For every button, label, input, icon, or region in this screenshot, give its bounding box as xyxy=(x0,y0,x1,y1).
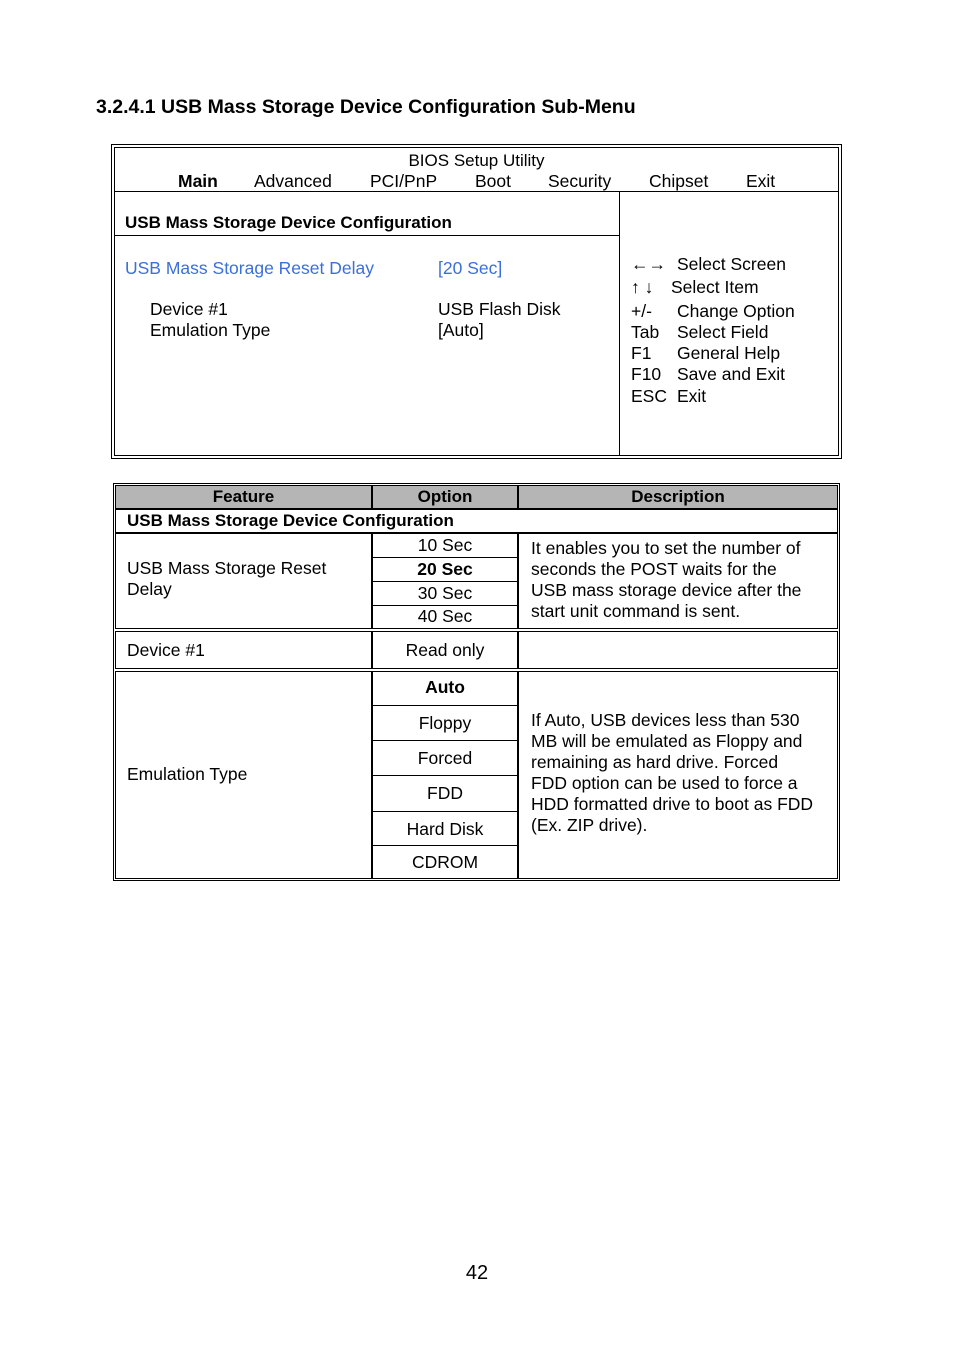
help-key: +/- xyxy=(631,301,652,321)
table-row-reset-delay-description xyxy=(518,533,838,629)
option-divider xyxy=(373,581,517,582)
device-label: Device #1 xyxy=(150,299,228,319)
bios-screen-inner xyxy=(114,147,839,456)
help-text: Select Field xyxy=(677,322,769,342)
option-40-sec: 40 Sec xyxy=(417,606,473,626)
menu-advanced[interactable]: Advanced xyxy=(254,171,332,191)
help-select-screen xyxy=(631,254,786,275)
option-divider xyxy=(373,811,517,812)
reset-delay-value[interactable]: [20 Sec] xyxy=(438,258,503,278)
feature-table xyxy=(113,483,840,881)
menu-pcipnp[interactable]: PCI/PnP xyxy=(370,171,438,191)
help-key: F10 xyxy=(631,364,662,384)
description-reset-delay: It enables you to set the number of seconds the POST waits for the USB mass storage device after the start unit command is sent. xyxy=(531,538,802,621)
option-forced: Forced xyxy=(417,748,473,768)
arrow-left-right-icon: ←→ xyxy=(631,254,666,274)
help-general-help xyxy=(631,343,780,364)
feature-emulation-type: Emulation Type xyxy=(127,764,248,784)
help-text: General Help xyxy=(677,343,781,363)
help-save-exit xyxy=(631,364,785,385)
emulation-value[interactable]: [Auto] xyxy=(438,320,484,340)
section-heading: 3.2.4.1 USB Mass Storage Device Configuration Sub-Menu xyxy=(96,96,636,118)
option-30-sec: 30 Sec xyxy=(417,583,473,603)
help-select-item xyxy=(631,277,759,298)
help-text: Save and Exit xyxy=(677,364,785,384)
menu-security[interactable]: Security xyxy=(548,171,612,191)
option-divider xyxy=(373,705,517,706)
help-select-field xyxy=(631,322,768,343)
table-row-emulation-description xyxy=(518,671,838,879)
help-panel-divider xyxy=(619,192,620,455)
option-divider xyxy=(373,740,517,741)
help-key: ESC xyxy=(631,386,667,406)
option-fdd: FDD xyxy=(427,783,463,803)
bios-section-title: USB Mass Storage Device Configuration xyxy=(125,213,452,232)
option-20-sec: 20 Sec xyxy=(417,559,473,579)
menu-main[interactable]: Main xyxy=(178,171,218,191)
help-text: Exit xyxy=(677,386,707,406)
help-key: Tab xyxy=(631,322,660,342)
table-row-reset-delay-feature xyxy=(115,533,372,629)
table-section-title: USB Mass Storage Device Configuration xyxy=(127,511,454,530)
page-number: 42 xyxy=(465,1262,489,1284)
header-description: Description xyxy=(518,485,838,509)
option-divider xyxy=(373,557,517,558)
menu-chipset[interactable]: Chipset xyxy=(649,171,709,191)
table-row-emulation-options xyxy=(372,671,518,879)
option-hard-disk: Hard Disk xyxy=(406,819,484,839)
table-row-emulation-feature xyxy=(115,671,372,879)
header-option: Option xyxy=(372,485,518,509)
table-row-device-options xyxy=(372,631,518,669)
table-row-device-feature xyxy=(115,631,372,669)
arrow-up-down-icon: ↑ ↓ xyxy=(631,277,654,297)
help-text: Select Screen xyxy=(677,254,786,274)
table-row-device-description xyxy=(518,631,838,669)
option-divider xyxy=(373,775,517,776)
help-text: Change Option xyxy=(677,301,795,321)
option-auto: Auto xyxy=(425,677,465,697)
menu-exit[interactable]: Exit xyxy=(746,171,776,191)
header-feature: Feature xyxy=(115,485,372,509)
help-key: F1 xyxy=(631,343,652,363)
emulation-label[interactable]: Emulation Type xyxy=(150,320,271,340)
option-read-only: Read only xyxy=(405,640,485,660)
description-emulation-type: If Auto, USB devices less than 530 MB will be emulated as Floppy and remaining as hard drive. Forced FDD option can be used to force a HDD formatted drive to boot as FDD (Ex. ZIP drive). xyxy=(531,710,814,835)
table-row-reset-delay-options xyxy=(372,533,518,629)
menu-boot[interactable]: Boot xyxy=(475,171,511,191)
option-10-sec: 10 Sec xyxy=(417,535,473,555)
device-value: USB Flash Disk xyxy=(438,299,561,319)
option-floppy: Floppy xyxy=(418,713,472,733)
feature-reset-delay: USB Mass Storage Reset Delay xyxy=(127,558,327,599)
bios-screen xyxy=(111,144,842,459)
menu-divider xyxy=(115,191,838,192)
bios-title: BIOS Setup Utility xyxy=(408,151,545,170)
feature-device: Device #1 xyxy=(127,640,205,660)
reset-delay-label[interactable]: USB Mass Storage Reset Delay xyxy=(125,258,374,278)
option-cdrom: CDROM xyxy=(411,852,479,872)
section-divider xyxy=(115,235,619,236)
table-section-row xyxy=(115,509,838,533)
help-change-option xyxy=(631,301,795,322)
help-exit xyxy=(631,386,706,407)
help-text: Select Item xyxy=(671,277,759,297)
option-divider xyxy=(373,845,517,846)
